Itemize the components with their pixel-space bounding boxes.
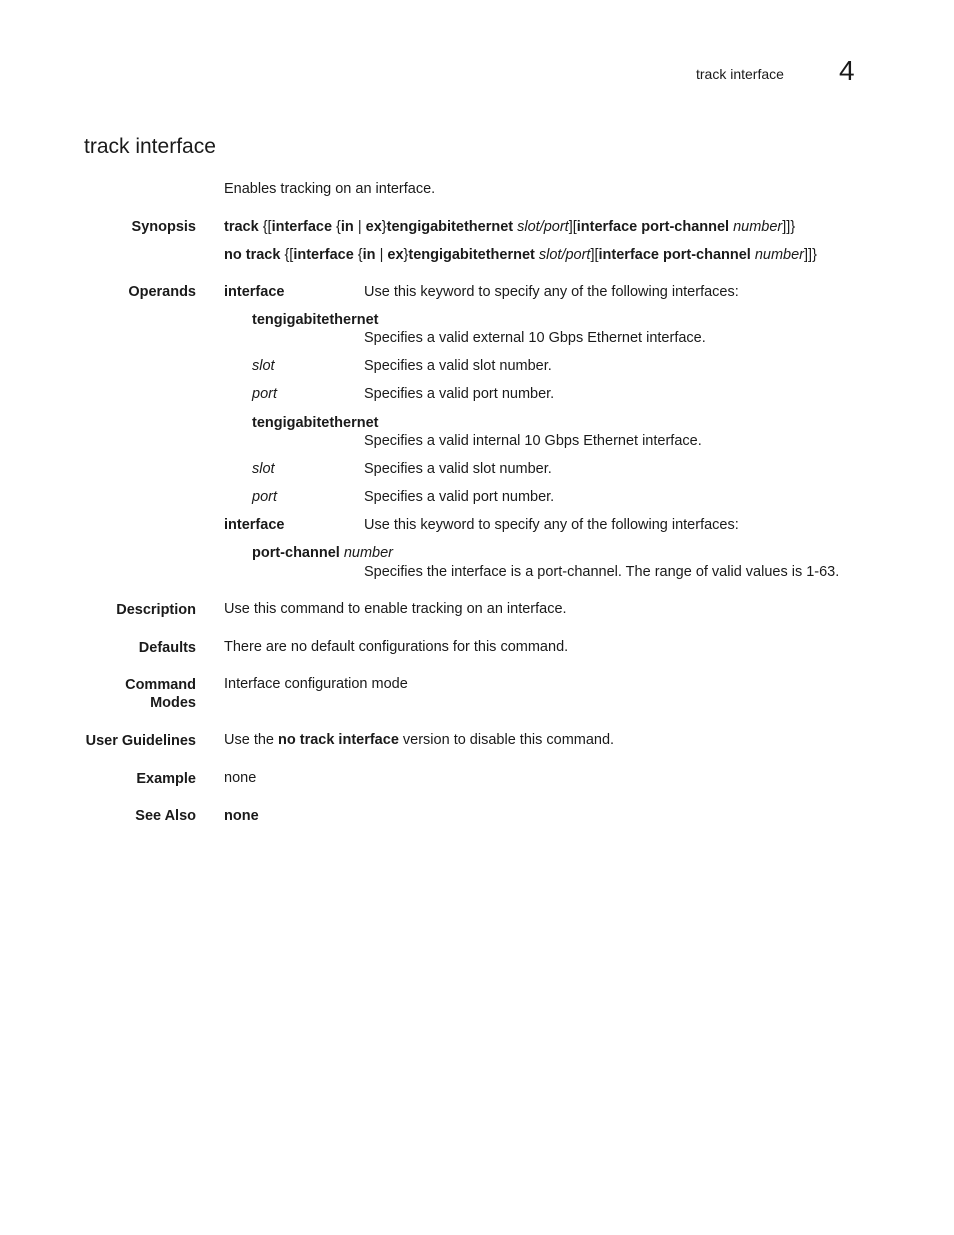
operands-label: Operands [128,284,196,300]
text-run: Use the [224,732,278,748]
punct: | [375,247,388,263]
punct: ][ [590,247,599,263]
kw-no-track-interface: no track interface [278,732,399,748]
punct: ]]} [782,219,796,235]
operand-interface-term: interface [224,284,285,300]
text-run: version to disable this command. [398,732,615,748]
description-text: Use this command to enable tracking on an interface. [224,601,567,617]
operand-slot-desc: Specifies a valid slot number. [364,461,552,477]
kw-in: in [340,219,354,235]
defaults-text: There are no default configurations for this command. [224,639,569,655]
operand-port-desc: Specifies a valid port number. [364,489,555,505]
punct: | [353,219,366,235]
intro-text: Enables tracking on an interface. [224,181,436,197]
kw-port-channel: port-channel [252,545,340,561]
punct: { [332,219,341,235]
operand-teng-internal-desc: Specifies a valid internal 10 Gbps Ethernet interface. [364,433,702,449]
operand-interface-term: interface [224,517,285,533]
kw-ex: ex [387,247,404,263]
command-modes-label-line-2: Modes [150,695,196,711]
var-number: number [343,545,394,561]
operand-port-desc: Specifies a valid port number. [364,386,555,402]
kw-interface-port-channel: interface port-channel [576,219,730,235]
operand-slot-term: slot [252,461,275,477]
kw-tengigabitethernet: tengigabitethernet [408,247,535,263]
kw-no-track: no track [224,247,281,263]
operand-port-term: port [252,489,277,505]
user-guidelines-text [224,732,614,748]
operand-teng-internal-term: tengigabitethernet [252,415,379,431]
see-also-text: none [224,808,259,824]
synopsis-line-1 [224,219,795,235]
operand-teng-external-desc: Specifies a valid external 10 Gbps Ethernet interface. [364,330,706,346]
kw-in: in [362,247,376,263]
defaults-label: Defaults [138,640,196,656]
kw-tengigabitethernet: tengigabitethernet [386,219,514,235]
kw-interface: interface [271,219,333,235]
synopsis-line-2 [224,247,817,263]
punct: { [353,247,363,263]
punct: ]]} [804,247,817,263]
kw-track: track [224,219,259,235]
var-number: number [754,247,805,263]
kw-interface: interface [293,247,354,263]
example-label: Example [136,771,196,787]
operand-port-channel-desc: Specifies the interface is a port-channel. The range of valid values is 1-63. [364,564,840,580]
user-guidelines-label: User Guidelines [85,733,196,749]
operand-interface-desc: Use this keyword to specify any of the following interfaces: [364,517,739,533]
operand-slot-term: slot [252,358,275,374]
punct: ][ [568,219,577,235]
kw-ex: ex [365,219,382,235]
var-slot-port: slot/port [517,219,569,235]
example-text: none [224,770,257,786]
synopsis-label: Synopsis [131,219,196,235]
operand-teng-external-term: tengigabitethernet [252,312,379,328]
description-label: Description [116,602,196,618]
punct: } [381,219,387,235]
operand-port-term: port [252,386,277,402]
see-also-label: See Also [135,808,196,824]
command-modes-text: Interface configuration mode [224,676,408,692]
operand-interface-desc: Use this keyword to specify any of the following interfaces: [364,284,739,300]
command-modes-label-line-1: Command [125,677,196,693]
operand-port-channel-term [252,545,393,561]
punct: {[ [280,247,294,263]
var-slot-port: slot/port [538,247,591,263]
running-header-title: track interface [696,66,784,82]
operand-slot-desc: Specifies a valid slot number. [364,358,552,374]
punct: } [403,247,409,263]
kw-interface-port-channel: interface port-channel [598,247,751,263]
var-number: number [733,219,783,235]
punct: {[ [258,219,272,235]
chapter-number: 4 [839,55,855,86]
page-title: track interface [84,135,216,158]
